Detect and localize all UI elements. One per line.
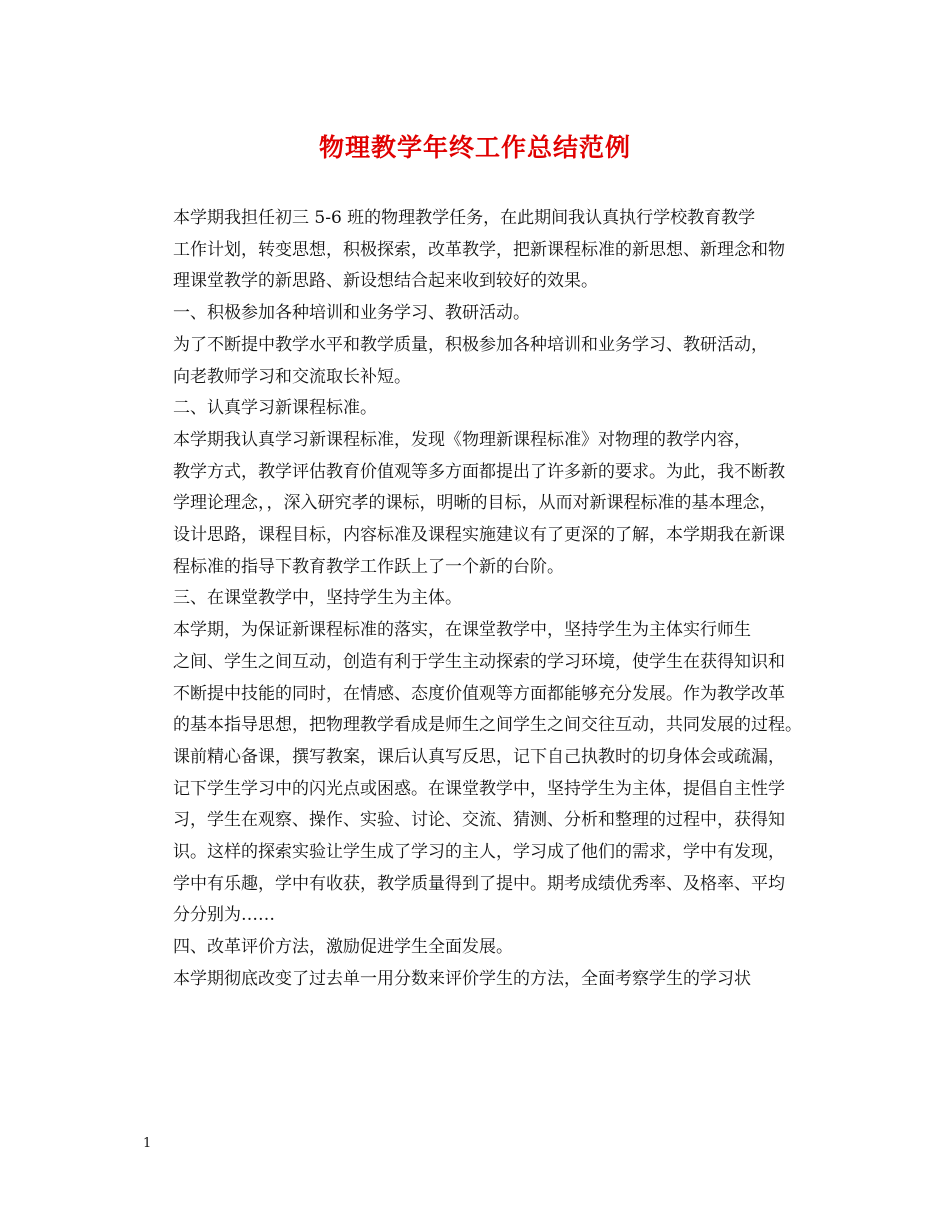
- text-line: 二、认真学习新课程标准。: [173, 398, 377, 419]
- page-number: 1: [143, 1136, 152, 1151]
- text-line: 工作计划，转变思想，积极探索，改革教学，把新课程标准的新思想、新理念和物: [173, 239, 785, 260]
- paragraph: [139, 203, 811, 298]
- text-line: 本学期彻底改变了过去单一用分数来评价学生的方法，全面考察学生的学习状: [173, 968, 751, 989]
- document-body: [139, 203, 811, 996]
- paragraph: [139, 583, 811, 615]
- text-line: 为了不断提中教学水平和教学质量，积极参加各种培训和业务学习、教研活动，: [173, 334, 768, 355]
- paragraph: [139, 615, 811, 932]
- text-line: 程标准的指导下教育教学工作跃上了一个新的台阶。: [173, 556, 564, 577]
- paragraph: [139, 330, 811, 393]
- text-line: 设计思路，课程目标，内容标准及课程实施建议有了更深的了解，本学期我在新课: [173, 525, 785, 546]
- text-line: 理课堂教学的新思路、新设想结合起来收到较好的效果。: [173, 271, 598, 292]
- text-line: 三、在课堂教学中，坚持学生为主体。: [173, 588, 462, 609]
- text-line: 教学方式，教学评估教育价值观等多方面都提出了许多新的要求。为此，我不断教: [173, 461, 785, 482]
- text-line: 记下学生学习中的闪光点或困惑。在课堂教学中，坚持学生为主体，提倡自主性学: [173, 778, 785, 799]
- text-line: 之间、学生之间互动，创造有利于学生主动探索的学习环境，使学生在获得知识和: [173, 651, 785, 672]
- text-line: 课前精心备课，撰写教案，课后认真写反思，记下自己执教时的切身体会或疏漏，: [173, 746, 785, 767]
- text-line: 分分别为……: [173, 905, 275, 926]
- document-title: 物理教学年终工作总结范例: [318, 133, 631, 162]
- text-line: 不断提中技能的同时，在情感、态度价值观等方面都能够充分发展。作为教学改革: [173, 683, 785, 704]
- text-line: 一、积极参加各种培训和业务学习、教研活动。: [173, 303, 530, 324]
- paragraph: [139, 393, 811, 425]
- text-line: 向老教师学习和交流取长补短。: [173, 366, 411, 387]
- text-line: 本学期我担任初三 5-6 班的物理教学任务，在此期间我认真执行学校教育教学: [173, 208, 756, 228]
- paragraph: [139, 932, 811, 964]
- text-line: 学理论理念，，深入研究孝的课标，明晰的目标，从而对新课程标准的基本理念，: [173, 493, 777, 514]
- text-line: 习，学生在观察、操作、实验、讨论、交流、猜测、分析和整理的过程中，获得知: [173, 810, 785, 831]
- paragraph: [139, 964, 811, 996]
- text-line: 识。这样的探索实验让学生成了学习的主人，学习成了他们的需求，学中有发现，: [173, 842, 785, 863]
- paragraph: [139, 298, 811, 330]
- text-line: 学中有乐趣，学中有收获，教学质量得到了提中。期考成绩优秀率、及格率、平均: [173, 873, 785, 894]
- paragraph: [139, 425, 811, 584]
- text-line: 四、改革评价方法，激励促进学生全面发展。: [173, 937, 513, 958]
- text-line: 的基本指导思想，把物理教学看成是师生之间学生之间交往互动，共同发展的过程。: [173, 715, 802, 736]
- text-line: 本学期，为保证新课程标准的落实，在课堂教学中，坚持学生为主体实行师生: [173, 620, 751, 641]
- text-line: 本学期我认真学习新课程标准，发现《物理新课程标准》对物理的教学内容，: [173, 429, 751, 450]
